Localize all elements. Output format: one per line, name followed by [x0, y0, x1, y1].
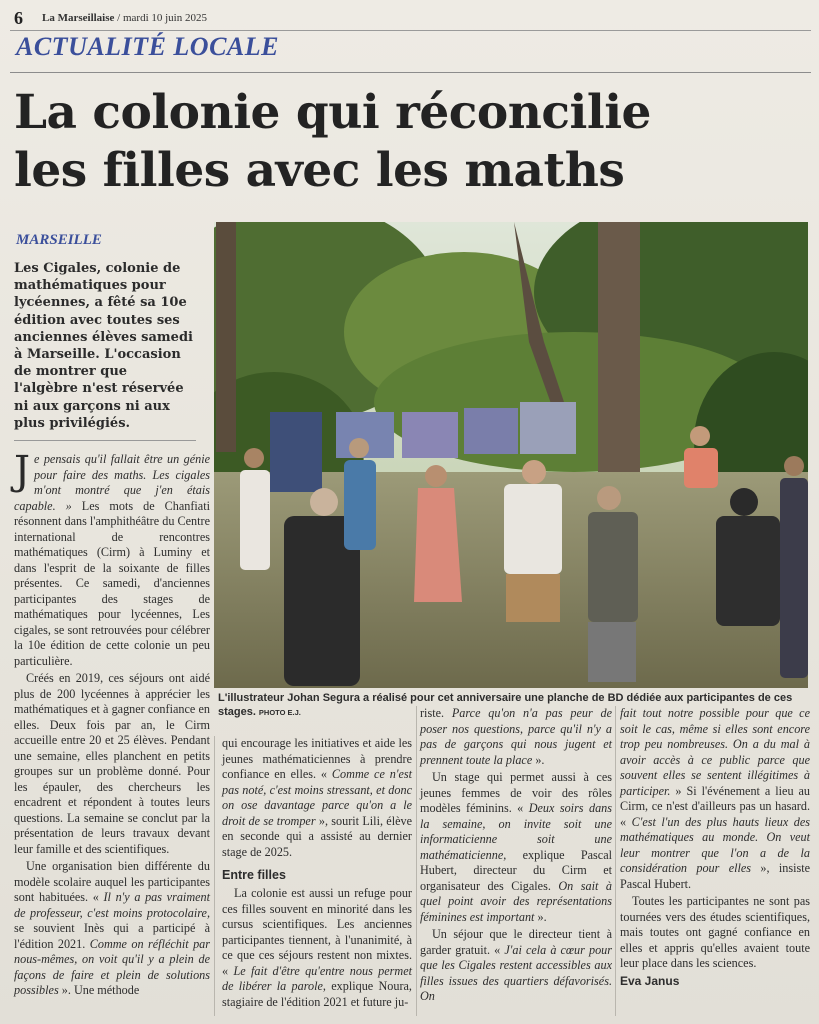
quote-text: Comme ce n'est pas noté, c'est moins stressant, et donc on ose davantage parce qu'on a le droit de se tromper [222, 767, 413, 828]
paragraph-text: Un séjour que le directeur tient à garder gratuit. « [420, 927, 612, 957]
paragraph-text: , explique Noura, stagiaire de l'édition 2021 et future ju- [222, 979, 412, 1009]
city-label: MARSEILLE [16, 232, 102, 248]
paragraph-text: » Si l'événement a lieu au Cirm, ce n'est d'ailleurs pas un hasard. « [620, 783, 810, 829]
quote-text: Parce qu'on n'a pas peur de poser nos questions, parce qu'il n'y a pas de garçons qui nous jugent et prennent toute la place [420, 706, 612, 767]
section-label: ACTUALITÉ LOCALE [16, 32, 279, 61]
paragraph [14, 859, 210, 999]
article-column-2 [222, 736, 412, 1012]
page-number: 6 [14, 8, 23, 28]
caption-text: L'illustrateur Johan Segura a réalisé pour cet anniversaire une planche de BD dédiée aux participantes de ces stages. [218, 692, 793, 718]
column-rule [214, 736, 215, 1016]
quote-text: fait tout notre possible pour que ce soit le cas, même si elles sont encore trop peu nombreuses. On a du mal à avoir accès à ce public parce que souvent elles se sentent illégitimes à participer. [620, 706, 810, 798]
paragraph-text: ». [532, 752, 545, 767]
paragraph: Toutes les participantes ne sont pas tournées vers des études scientifiques, mais toutes ont gagné confiance en elles et appris qu'elles avaient toute leur place dans les sciences. [620, 894, 810, 970]
paragraph [420, 927, 612, 1005]
quote-text: Le fait d'être qu'entre nous permet de libérer la parole [222, 963, 413, 993]
paragraph-text: Un stage qui permet aussi à ces jeunes femmes de voir des rôles modèles féminins. « [420, 770, 612, 815]
quote-text: Comme on réfléchit par nous-mêmes, on voit qu'il y a plein de façons de faire et plein de solutions possibles [14, 936, 210, 997]
paragraph-text: ». Une méthode [58, 983, 140, 997]
paragraph [420, 770, 612, 925]
paragraph: Créés en 2019, ces séjours ont aidé plus de 200 lycéennes à apprécier les mathématiques et à gagner confiance en elles. Deux fois par an, le Cirm accueille entre 20 et 25 élèves. Pendant une semaine, elles planchent en petits groupes sur un problème donné. Pour les épauler, des chercheurs les encadrent et répondent à toutes leurs questions. La semaine se conclut par la présentation de leurs travaux devant leur famille et des scientifiques. [14, 671, 210, 856]
subheading: Entre filles [222, 868, 286, 882]
masthead-date: / mardi 10 juin 2025 [114, 12, 207, 24]
paragraph-text: ». [534, 909, 547, 924]
drop-cap: J [14, 448, 31, 494]
quote-text: Il n'y a pas vraiment de professeur, c'est moins protocolaire, [14, 890, 211, 920]
headline-line-1: La colonie qui réconcilie [14, 85, 651, 140]
quote-text: On sait à quel point avoir des représentations féminines est important [420, 878, 612, 924]
article-lead: Les Cigales, colonie de mathématiques pour lycéennes, a fêté sa 10e édition avec toutes ses anciennes élèves samedi à Marseille. L'occasion de montrer que l'algèbre n'est réservée ni aux garçons ni aux plus privilégiés. [14, 261, 193, 431]
quote-text: J'ai cela à cœur pour que les Cigales restent accessibles aux filles issues des quartiers défavorisés. On [420, 942, 613, 1003]
paragraph [620, 706, 810, 892]
article-column-4 [620, 706, 810, 990]
quote-text: Deux soirs dans la semaine, on invite soit une informaticienne soit une mathématicienne, [420, 801, 613, 862]
article-column-3 [420, 706, 612, 1007]
paragraph-text: Une organisation bien différente du modèle scolaire auquel les participantes sont habituées. « [14, 859, 210, 904]
masthead [42, 12, 207, 24]
paragraph [222, 886, 412, 1010]
paragraph-text: », insiste Pascal Hubert. [620, 861, 810, 891]
quote-text: e pensais qu'il fallait être un génie pour faire des maths. Les cigales m'ont montré que j'en étais capable. » [14, 452, 210, 513]
paragraph-text: explique Pascal Hubert, directeur du Cirm et organisateur des Cigales. [420, 847, 612, 893]
paragraph-text: », sourit Lili, élève en seconde qui a assisté au dernier stage de 2025. [222, 813, 412, 859]
column-rule [416, 706, 417, 1016]
author-byline: Eva Janus [620, 973, 680, 988]
paragraph-text: se souvient Inès qui a participé à l'édition 2021. [14, 921, 210, 951]
paragraph [420, 706, 612, 768]
quote-text: C'est l'un des plus hauts lieux des mathématiques au monde. On veut leur montrer que l'on a de la considération pour elles [620, 814, 811, 875]
paragraph [14, 448, 210, 669]
paragraph-text: Les mots de Chanfiati résonnent dans l'amphithéâtre du Centre international de rencontres mathématiques (Cirm) à Luminy et dans l'esprit de la soixante de filles présentes. Ce samedi, d'anciennes participantes des stages de mathématiques pour lycéennes, Les cigales, se sont retrouvées pour célébrer la 10e édition de cette colonie un peu particulière. [14, 498, 210, 668]
paragraph-text: qui encourage les initiatives et aide les jeunes mathématiciennes à prendre confiance en elles. « [222, 736, 412, 781]
column-rule [615, 706, 616, 1016]
article-column-1 [14, 448, 211, 1001]
headline [14, 84, 804, 200]
paragraph-text: La colonie est aussi un refuge pour ces filles souvent en minorité dans les cursus scientifiques. Les anciennes participantes tiennent, à l'unanimité, à ce que ces séjours restent non mixtes. « [222, 886, 412, 978]
photo-illustration [214, 222, 808, 688]
paragraph-text: riste. [420, 706, 452, 720]
photo-credit: PHOTO E.J. [258, 707, 301, 717]
article-photo [214, 222, 808, 688]
lead-rule [14, 440, 196, 441]
headline-line-2: les filles avec les maths [14, 143, 625, 198]
header-rule [10, 30, 811, 31]
paragraph [222, 736, 412, 860]
masthead-brand: La Marseillaise [42, 12, 115, 24]
section-rule [10, 72, 811, 73]
